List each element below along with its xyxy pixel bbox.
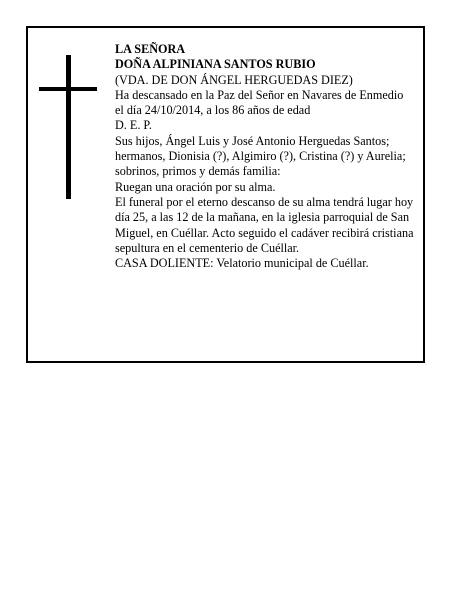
widow-line: (VDA. DE DON ÁNGEL HERGUEDAS DIEZ) [115,72,353,87]
notice-text [115,42,415,271]
obituary-notice [26,26,425,363]
honorific: LA SEÑORA [115,42,186,56]
family-list: Sus hijos, Ángel Luis y José Antonio Herguedas Santos; hermanos, Dionisia (?), Algimiro (?), Cristina (?) y Aurelia; sobrinos, primos y demás familia: [115,133,406,179]
cross-vertical-bar [66,55,71,199]
funeral-details: El funeral por el eterno descanso de su alma tendrá lugar hoy día 25, a las 12 de la mañana, en la iglesia parroquial de San Miguel, en Cuéllar. Acto seguido el cadáver recibirá cristiana sepultura en el cementerio de Cuéllar. [115,194,414,255]
rip-line: D. E. P. [115,118,152,133]
mourning-house: CASA DOLIENTE: Velatorio municipal de Cuéllar. [115,256,369,271]
death-announcement: Ha descansado en la Paz del Señor en Navares de Enmedio el día 24/10/2014, a los 86 años de edad [115,87,404,118]
deceased-name: DOÑA ALPINIANA SANTOS RUBIO [115,57,316,72]
prayer-request: Ruegan una oración por su alma. [115,179,276,194]
cross-horizontal-bar [39,87,97,91]
latin-cross-icon [39,55,97,199]
